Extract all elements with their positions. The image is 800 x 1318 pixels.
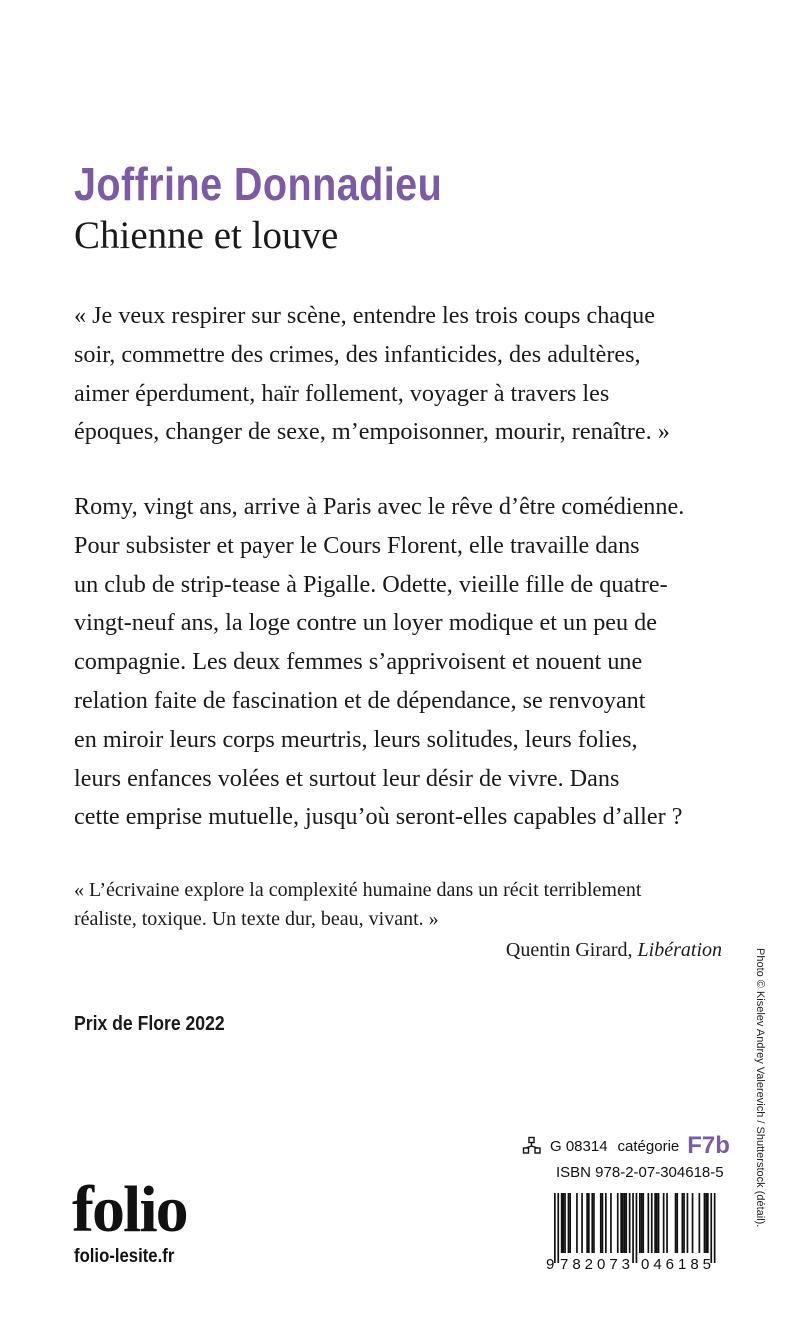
summary-line: un club de strip-tease à Pigalle. Odette, vieille fille de quatre-: [74, 570, 668, 598]
barcode-digits-right: 046185: [641, 1256, 711, 1271]
publisher-logo: folio: [72, 1173, 187, 1246]
barcode-bar: [705, 1193, 707, 1253]
summary-line: en miroir leurs corps meurtris, leurs solitudes, leurs folies,: [74, 725, 638, 753]
category-code: F7b: [687, 1132, 730, 1159]
barcode-bar: [591, 1193, 593, 1253]
website-link[interactable]: folio-lesite.fr: [74, 1246, 175, 1267]
summary-line: leurs enfances volées et surtout leur désir de vivre. Dans: [74, 764, 620, 792]
barcode-bar: [554, 1193, 556, 1263]
summary-line: compagnie. Les deux femmes s’apprivoisent et nouent une: [74, 648, 643, 676]
barcode-bar: [588, 1193, 590, 1253]
barcode-bar: [699, 1193, 701, 1253]
review-source: Libération: [637, 939, 722, 961]
barcode-bar: [648, 1193, 650, 1253]
quote-line: aimer éperdument, haïr follement, voyager à travers les: [74, 379, 610, 407]
product-code: G 08314: [550, 1137, 608, 1155]
barcode-bar: [683, 1193, 685, 1253]
review-line: « L’écrivaine explore la complexité humaine dans un récit terriblement: [74, 879, 642, 901]
barcode-bar: [557, 1193, 559, 1263]
barcode-bar: [663, 1193, 665, 1253]
barcode-bar: [563, 1193, 565, 1253]
summary-line: cette emprise mutuelle, jusqu’où seront-elles capables d’aller ?: [74, 803, 683, 831]
barcode-bar: [675, 1193, 677, 1253]
barcode-bar: [625, 1193, 627, 1253]
photo-credit-text: Photo © Kiselev Andrey Valerevich / Shutterstock (détail).: [754, 948, 766, 1228]
barcode-bar: [682, 1193, 684, 1253]
product-code-line: [522, 1134, 730, 1158]
review-author: Quentin Girard,: [505, 939, 633, 961]
barcode-bar: [593, 1193, 595, 1253]
barcode-bar: [617, 1193, 619, 1253]
press-review: [74, 876, 734, 934]
summary: [74, 488, 734, 837]
barcode-bar: [620, 1193, 622, 1253]
barcode-bar: [704, 1193, 706, 1253]
barcode-bar: [605, 1193, 607, 1253]
summary-line: Pour subsister et payer le Cours Florent, elle travaille dans: [74, 531, 640, 559]
quote-line: époques, changer de sexe, m’empoisonner, mourir, renaître. »: [74, 418, 670, 446]
category-label: catégorie: [617, 1137, 680, 1155]
barcode-bar: [642, 1193, 644, 1253]
barcode-bar: [632, 1193, 634, 1263]
barcode-bar: [581, 1193, 583, 1253]
barcode-bar: [624, 1193, 626, 1253]
barcode-bar: [586, 1193, 588, 1253]
book-title: Chienne et louve: [74, 214, 339, 257]
barcode-digit-lead: 9: [546, 1256, 555, 1271]
barcode-bar: [656, 1193, 658, 1253]
barcode-bar: [692, 1193, 694, 1253]
quote-line: « Je veux respirer sur scène, entendre les trois coups chaque: [74, 302, 655, 329]
review-attribution: [506, 939, 722, 962]
opening-quote: [74, 297, 734, 452]
summary-line: Romy, vingt ans, arrive à Paris avec le rêve d’être comédienne.: [74, 493, 685, 520]
isbn: ISBN 978-2-07-304618-5: [556, 1164, 724, 1181]
barcode-bar: [629, 1193, 631, 1253]
barcode-bar: [568, 1193, 570, 1253]
barcode-bar: [641, 1193, 643, 1253]
review-line: réaliste, toxique. Un texte dur, beau, vivant. »: [74, 908, 439, 930]
barcode-bar: [666, 1193, 668, 1253]
barcode: [544, 1193, 720, 1271]
gallimard-mark-icon: [522, 1136, 542, 1156]
barcode-bar: [654, 1193, 656, 1253]
prize-label: Prix de Flore 2022: [74, 1013, 225, 1035]
barcode-bar: [714, 1193, 716, 1263]
barcode-bar: [676, 1193, 678, 1253]
barcode-bar: [569, 1193, 571, 1253]
barcode-bar: [602, 1193, 604, 1253]
summary-line: relation faite de fascination et de dépendance, se renvoyant: [74, 686, 646, 714]
barcode-bar: [600, 1193, 602, 1253]
barcode-bar: [710, 1193, 712, 1263]
barcode-bar: [564, 1193, 566, 1253]
quote-line: soir, commettre des crimes, des infanticides, des adultères,: [74, 340, 641, 368]
barcode-bar: [636, 1193, 638, 1263]
barcode-bar: [576, 1193, 578, 1253]
barcode-digits-left: 782073: [560, 1256, 630, 1271]
barcode-bar: [622, 1193, 624, 1253]
barcode-bar: [658, 1193, 660, 1253]
barcode-bar: [687, 1193, 689, 1253]
barcode-bar: [639, 1193, 641, 1253]
barcode-bar: [707, 1193, 709, 1253]
barcode-bar: [561, 1193, 563, 1253]
photo-credit: [752, 948, 770, 1272]
barcode-bar: [651, 1193, 653, 1253]
author-name: Joffrine Donnadieu: [74, 158, 443, 210]
summary-line: vingt-neuf ans, la loge contre un loyer modique et un peu de: [74, 609, 658, 637]
barcode-bar: [610, 1193, 612, 1253]
